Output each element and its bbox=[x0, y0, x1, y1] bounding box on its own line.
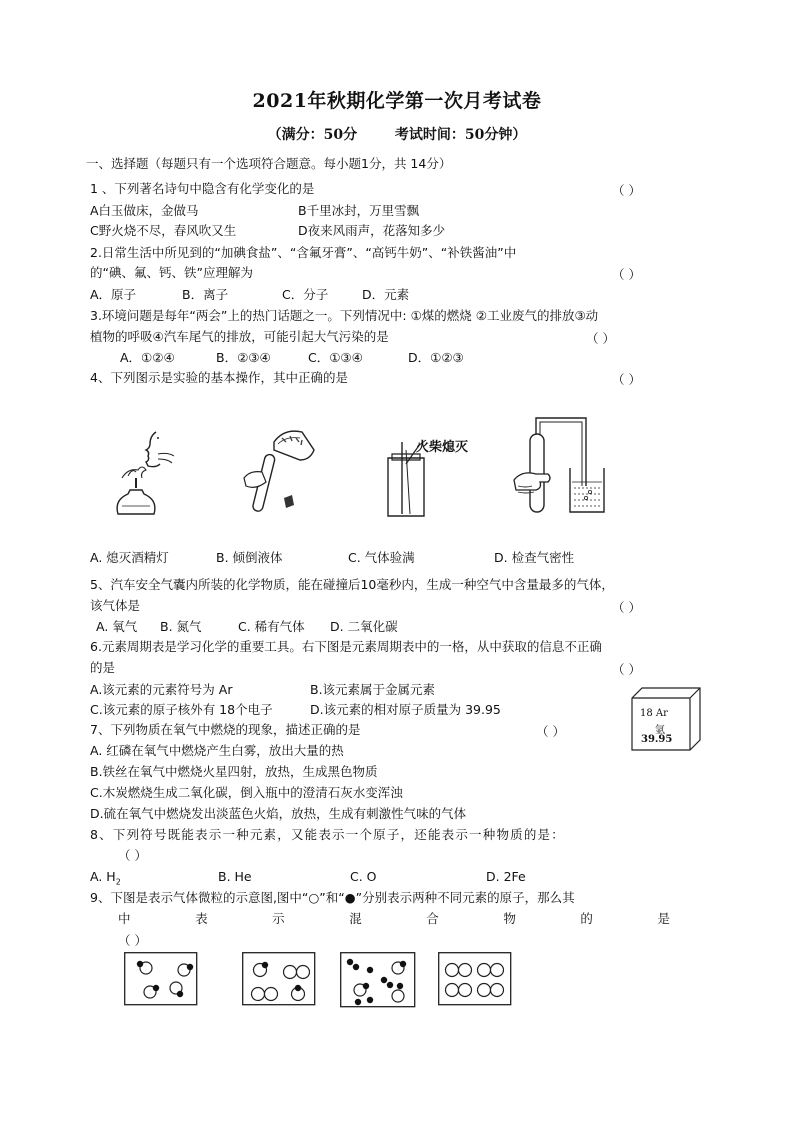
q8-stem: 8、下列符号既能表示一种元素，又能表示一个原子，还能表示一种物质的是： bbox=[90, 827, 565, 842]
q3-option-a: A．①②④ bbox=[120, 350, 175, 365]
element-cell-number-symbol bbox=[640, 708, 668, 719]
q7-option-b: B.铁丝在氧气中燃烧火星四射，放热，生成黑色物质 bbox=[90, 764, 378, 779]
q6-answer-paren: （ ） bbox=[612, 662, 641, 677]
q9-stem-line2 bbox=[118, 911, 670, 927]
q9-char: 混 bbox=[349, 911, 362, 926]
q6-stem-line1: 6.元素周期表是学习化学的重要工具。右下图是元素周期表中的一格，从中获取的信息不正确 bbox=[90, 639, 602, 654]
q3-option-b: B．②③④ bbox=[216, 350, 271, 365]
q9-char: 表 bbox=[195, 911, 208, 926]
alcohol-lamp-icon bbox=[112, 428, 182, 520]
q2-option-b: B．离子 bbox=[182, 287, 229, 302]
q6-stem-line2: 的是 bbox=[90, 660, 116, 675]
q8-option-a-text: A. H bbox=[90, 869, 116, 884]
q2-option-d: D．元素 bbox=[362, 287, 410, 302]
q9-char: 物 bbox=[503, 911, 516, 926]
q8-option-b: B. He bbox=[218, 869, 252, 884]
q4-option-c: C. 气体验满 bbox=[348, 550, 415, 565]
particle-box-a bbox=[124, 952, 198, 1006]
particle-box-c bbox=[340, 952, 416, 1008]
q1-answer-paren: （ ） bbox=[612, 183, 641, 198]
q2-answer-paren: （ ） bbox=[612, 267, 641, 282]
match-out-label: 火柴熄灭 bbox=[416, 440, 469, 455]
element-atomic-number: 18 bbox=[640, 708, 653, 719]
q9-char: 中 bbox=[118, 911, 131, 926]
q5-option-d: D. 二氧化碳 bbox=[330, 619, 398, 634]
q5-option-a: A. 氧气 bbox=[96, 619, 138, 634]
q8-option-d: D. 2Fe bbox=[486, 869, 526, 884]
q1-option-c: C野火烧不尽，春风吹又生 bbox=[90, 223, 237, 238]
q7-stem: 7、下列物质在氧气中燃烧的现象，描述正确的是 bbox=[90, 722, 361, 737]
q3-stem-line1: 3.环境问题是每年“两会”上的热门话题之一。下列情况中: ①煤的燃烧 ②工业废气的排放③动 bbox=[90, 308, 599, 323]
q5-option-c: C. 稀有气体 bbox=[238, 619, 305, 634]
exam-title: 2021年秋期化学第一次月考试卷 bbox=[252, 90, 542, 112]
q6-option-c: C.该元素的原子核外有 18个电子 bbox=[90, 702, 273, 717]
q5-options bbox=[96, 619, 398, 635]
q4-stem: 4、下列图示是实验的基本操作，其中正确的是 bbox=[90, 370, 348, 385]
particle-box-b bbox=[242, 952, 316, 1006]
q8-option-c: C. O bbox=[350, 869, 377, 884]
q5-stem-line2: 该气体是 bbox=[90, 598, 141, 613]
q8-answer-paren: （ ） bbox=[118, 848, 147, 863]
exam-subtitle bbox=[0, 124, 794, 144]
section-heading: 一、选择题（每题只有一个选项符合题意。每小题1分，共 14分） bbox=[86, 156, 452, 171]
q4-option-b: B. 倾倒液体 bbox=[216, 550, 283, 565]
exam-time: 考试时间：50分钟） bbox=[394, 127, 527, 143]
particle-box-d bbox=[438, 952, 512, 1006]
q5-option-b: B. 氮气 bbox=[160, 619, 202, 634]
q6-option-a: A.该元素的元素符号为 Ar bbox=[90, 682, 233, 697]
q7-option-a: A. 红磷在氧气中燃烧产生白雾，放出大量的热 bbox=[90, 743, 344, 758]
q3-stem-line2: 植物的呼吸④汽车尾气的排放，可能引起大气污染的是 bbox=[90, 329, 389, 344]
q4-option-d: D. 检查气密性 bbox=[494, 550, 575, 565]
q1-stem: 1 、下列著名诗句中隐含有化学变化的是 bbox=[90, 181, 315, 196]
q9-char: 是 bbox=[657, 911, 670, 926]
q8-option-a-subscript: 2 bbox=[115, 877, 121, 887]
test-tube-pouring-icon bbox=[238, 418, 322, 518]
q7-option-c: C.木炭燃烧生成二氧化碳，倒入瓶中的澄清石灰水变浑浊 bbox=[90, 785, 403, 800]
airtight-check-icon bbox=[508, 412, 612, 520]
q7-option-d: D.硫在氧气中燃烧发出淡蓝色火焰，放热，生成有刺激性气味的气体 bbox=[90, 806, 467, 821]
q6-option-b: B.该元素属于金属元素 bbox=[310, 682, 436, 697]
q9-char: 合 bbox=[426, 911, 439, 926]
full-score: （满分：50分 bbox=[267, 127, 358, 143]
q1-option-d: D夜来风雨声，花落知多少 bbox=[298, 223, 446, 238]
q5-stem-line1: 5、汽车安全气囊内所装的化学物质，能在碰撞后10毫秒内，生成一种空气中含量最多的气体， bbox=[90, 577, 614, 592]
q8-option-a bbox=[90, 869, 121, 891]
element-name: 氩 bbox=[655, 725, 665, 736]
q2-option-a: A．原子 bbox=[90, 287, 137, 302]
q9-answer-paren: （ ） bbox=[118, 933, 147, 948]
q3-options bbox=[120, 350, 464, 366]
q9-stem: 9、下图是表示气体微粒的示意图,图中“○”和“●”分别表示两种不同元素的原子，那么其 bbox=[90, 890, 575, 905]
q9-char: 的 bbox=[580, 911, 593, 926]
q1-option-a: A白玉做床，金做马 bbox=[90, 203, 199, 218]
q7-answer-paren: （ ） bbox=[536, 724, 565, 739]
q2-option-c: C．分子 bbox=[282, 287, 329, 302]
q1-option-b: B千里冰封，万里雪飘 bbox=[298, 203, 420, 218]
q6-option-d: D.该元素的相对原子质量为 39.95 bbox=[310, 702, 501, 717]
q3-option-d: D．①②③ bbox=[408, 350, 464, 365]
element-mass: 39.95 bbox=[641, 734, 673, 745]
q2-options bbox=[90, 287, 409, 303]
q4-option-a: A. 熄灭酒精灯 bbox=[90, 550, 169, 565]
element-symbol: Ar bbox=[655, 708, 668, 719]
q5-answer-paren: （ ） bbox=[612, 600, 641, 615]
q2-stem-line2: 的“碘、氟、钙、铁”应理解为 bbox=[90, 265, 253, 280]
q3-option-c: C．①③④ bbox=[308, 350, 363, 365]
q9-char: 示 bbox=[272, 911, 285, 926]
q3-answer-paren: （ ） bbox=[586, 331, 615, 346]
q4-answer-paren: （ ） bbox=[612, 372, 641, 387]
q2-stem-line1: 2.日常生活中所见到的“加碘食盐”、“含氟牙膏”、“高钙牛奶”、“补铁酱油”中 bbox=[90, 245, 517, 260]
